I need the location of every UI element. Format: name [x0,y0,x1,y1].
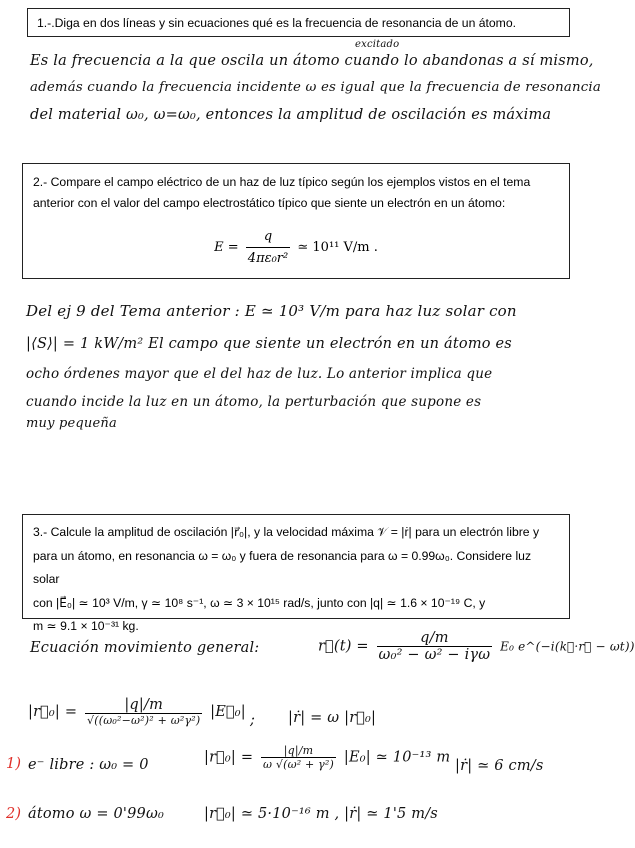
case-1-fraction [261,744,336,771]
general-equation-label: Ecuación movimiento general: [30,640,260,656]
equation-denominator: 4πε₀r² [247,251,289,266]
velocity-formula: |ṙ| = ω |r⃗₀| [288,710,377,726]
case-1-velocity: |ṙ| ≃ 6 cm/s [455,758,544,774]
case-2-result: |r⃗₀| ≃ 5·10⁻¹⁶ m , |ṙ| ≃ 1'5 m/s [204,806,438,822]
amplitude-formula [28,697,246,727]
case-1-denominator: ω √(ω² + γ²) [263,758,335,771]
amplitude-numerator: |q|/m [85,697,202,714]
general-equation-fraction [377,630,493,663]
case-1-result: |E₀| ≃ 10⁻¹³ m [343,749,451,766]
case-1-lhs: |r⃗₀| = [204,749,254,766]
answer-1-line-3: del material ω₀, ω=ω₀, entonces la amplitud de oscilación es máxima [30,107,552,123]
amplitude-separator: ; [250,712,256,728]
amplitude-fraction [85,697,202,727]
question-3-line-3: con |E⃗₀| ≃ 10³ V/m, γ ≃ 10⁸ s⁻¹, ω ≃ 3 × 10¹⁵ rad/s, junto con |q| ≃ 1.6 × 10⁻¹⁹ C, y [33,595,486,610]
question-3-line-2: para un átomo, en resonancia ω = ω₀ y fuera de resonancia para ω = 0.99ω₀. Considere luz solar [33,548,532,586]
general-equation-tail: E₀ e^(−i(k⃗·r⃗ − ωt)) [500,639,635,654]
amplitude-tail: |E⃗₀| [210,704,246,720]
answer-1-line-1: Es la frecuencia a la que oscila un átomo cuando lo abandonas a sí mismo, [30,53,594,69]
answer-2-line-3: ocho órdenes mayor que el del haz de luz. Lo anterior implica que [26,366,493,382]
answer-2-line-5: muy pequeña [26,416,117,431]
case-2-label: átomo ω = 0'99ω₀ [28,806,164,822]
answer-1-line-2: además cuando la frecuencia incidente ω es igual que la frecuencia de resonancia [30,80,601,95]
equation-lhs: E = [214,240,239,255]
case-1-formula [204,744,450,771]
general-equation-lhs: r⃗(t) = [318,638,369,655]
question-1-box [27,8,570,37]
amplitude-lhs: |r⃗₀| = [28,704,78,720]
question-2-box [22,163,570,279]
answer-2-line-2: |⟨S⟩| = 1 kW/m² El campo que siente un electrón en un átomo es [26,336,512,352]
question-3-box [22,514,570,633]
answer-2-line-1: Del ej 9 del Tema anterior : E ≃ 10³ V/m para haz luz solar con [26,302,517,320]
equation-fraction [246,226,290,269]
answer-2-line-4: cuando incide la luz en un átomo, la perturbación que supone es [26,394,482,410]
case-1-numerator: |q|/m [261,744,336,758]
question-2-text: 2.- Compare el campo eléctrico de un haz de luz típico según los ejemplos vistos en el tema anterior con el valor del campo electrostático típico que siente un electrón en un átomo: [33,175,531,210]
general-equation-numerator: q/m [377,630,493,647]
case-1-label: e⁻ libre : ω₀ = 0 [28,757,149,773]
general-equation [318,630,635,663]
answer-1-annotation: excitado [355,39,400,50]
question-1-text: 1.-.Diga en dos líneas y sin ecuaciones qué es la frecuencia de resonancia de un átomo. [37,16,516,30]
case-2-number: 2) [6,806,22,822]
general-equation-denominator: ω₀² − ω² − iγω [378,647,491,663]
question-3-line-1: 3.- Calcule la amplitud de oscilación |r⃗₀|, y la velocidad máxima 𝒱 = |ṙ| para un electrón libre y [33,525,540,539]
equation-rhs: ≃ 10¹¹ V/m . [297,240,378,255]
question-2-equation [23,226,569,269]
question-3-line-4: m ≃ 9.1 × 10⁻³¹ kg. [33,619,139,633]
equation-numerator: q [246,226,290,248]
case-1-number: 1) [6,756,22,772]
amplitude-denominator: √((ω₀²−ω²)² + ω²γ²) [87,714,201,727]
